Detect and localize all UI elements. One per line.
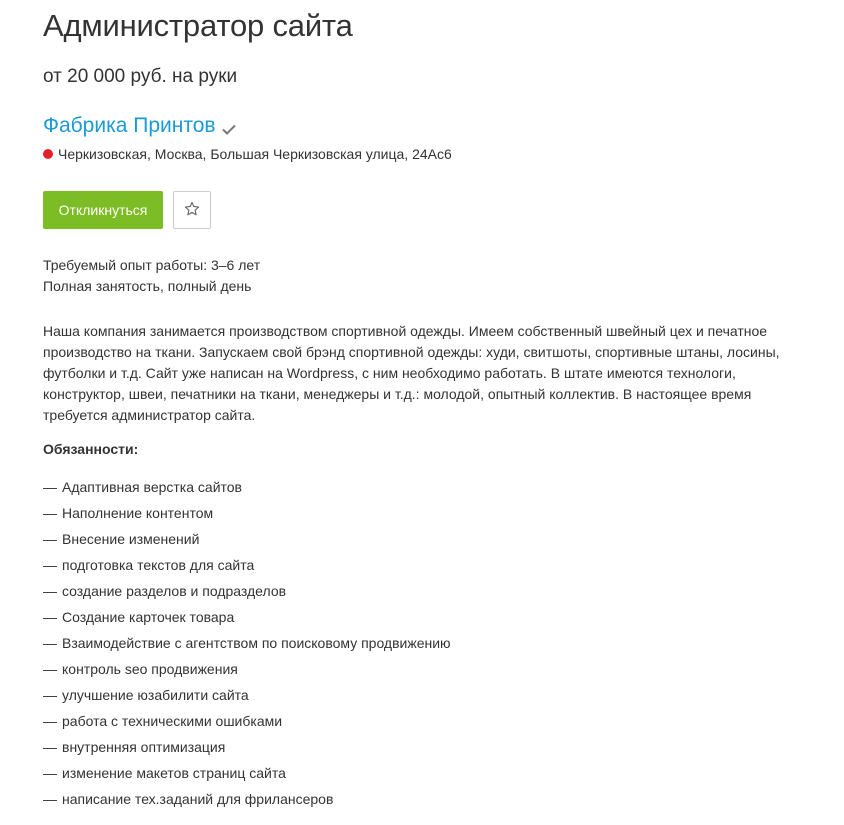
list-dash: — — [43, 765, 57, 781]
duty-text: подготовка текстов для сайта — [62, 557, 255, 573]
company-link[interactable]: Фабрика Принтов — [43, 114, 216, 137]
duty-item — [43, 477, 451, 503]
duty-text: изменение макетов страниц сайта — [62, 765, 286, 781]
duty-item — [43, 685, 451, 711]
metro-line-icon — [43, 149, 53, 159]
list-dash: — — [43, 531, 57, 547]
duty-text: создание разделов и подразделов — [62, 583, 287, 599]
duty-text: внутренняя оптимизация — [62, 739, 226, 755]
duty-item — [43, 659, 451, 685]
duties-heading: Обязанности: — [43, 441, 139, 457]
duty-text: контроль seo продвижения — [62, 661, 238, 677]
list-dash: — — [43, 687, 57, 703]
vacancy-title: Администратор сайта — [43, 8, 353, 43]
vacancy-actions — [43, 191, 211, 229]
duty-item — [43, 711, 451, 737]
duties-list — [43, 477, 451, 815]
employment-type: Полная занятость, полный день — [43, 278, 252, 294]
apply-button[interactable]: Откликнуться — [43, 191, 163, 229]
duty-item — [43, 607, 451, 633]
duty-text: написание тех.заданий для фрилансеров — [62, 791, 334, 807]
company-row — [43, 114, 237, 138]
favorite-button[interactable] — [173, 191, 211, 229]
duty-text: Адаптивная верстка сайтов — [62, 479, 242, 495]
list-dash: — — [43, 739, 57, 755]
list-dash: — — [43, 635, 57, 651]
checkmark-icon — [221, 121, 237, 137]
duty-item — [43, 737, 451, 763]
duty-item — [43, 633, 451, 659]
duty-text: Создание карточек товара — [62, 609, 235, 625]
duty-item — [43, 581, 451, 607]
list-dash: — — [43, 479, 57, 495]
list-dash: — — [43, 713, 57, 729]
vacancy-description: Наша компания занимается производством спортивной одежды. Имеем собственный швейный цех и печатное производство на ткани. Запускаем свой брэнд спортивной одежды: худи, свитшоты, спортивные штаны, лосины, футболки и т.д. Сайт уже написан на Wordpress, с ним необходимо работать. В штате имеются технологи, конструктор, швеи, печатники на ткани, менеджеры и т.д.: молодой, опытный коллектив. В настоящее время требуется администратор сайта. — [43, 323, 780, 423]
duty-item — [43, 503, 451, 529]
list-dash: — — [43, 583, 57, 599]
duty-text: Наполнение контентом — [62, 505, 214, 521]
duty-text: работа с техническими ошибками — [62, 713, 283, 729]
duty-item — [43, 555, 451, 581]
duty-item — [43, 763, 451, 789]
address — [43, 146, 452, 162]
job-conditions — [43, 255, 260, 297]
duty-text: улучшение юзабилити сайта — [62, 687, 249, 703]
list-dash: — — [43, 661, 57, 677]
duty-text: Взаимодействие с агентством по поисковому продвижению — [62, 635, 451, 651]
star-outline-icon — [184, 201, 200, 220]
address-text: Черкизовская, Москва, Большая Черкизовская улица, 24Ас6 — [58, 146, 452, 162]
duty-text: Внесение изменений — [62, 531, 200, 547]
list-dash: — — [43, 505, 57, 521]
duty-item — [43, 529, 451, 555]
salary: от 20 000 руб. на руки — [43, 66, 238, 87]
list-dash: — — [43, 557, 57, 573]
experience-requirement: Требуемый опыт работы: 3–6 лет — [43, 257, 261, 273]
duty-item — [43, 789, 451, 815]
list-dash: — — [43, 791, 57, 807]
list-dash: — — [43, 609, 57, 625]
